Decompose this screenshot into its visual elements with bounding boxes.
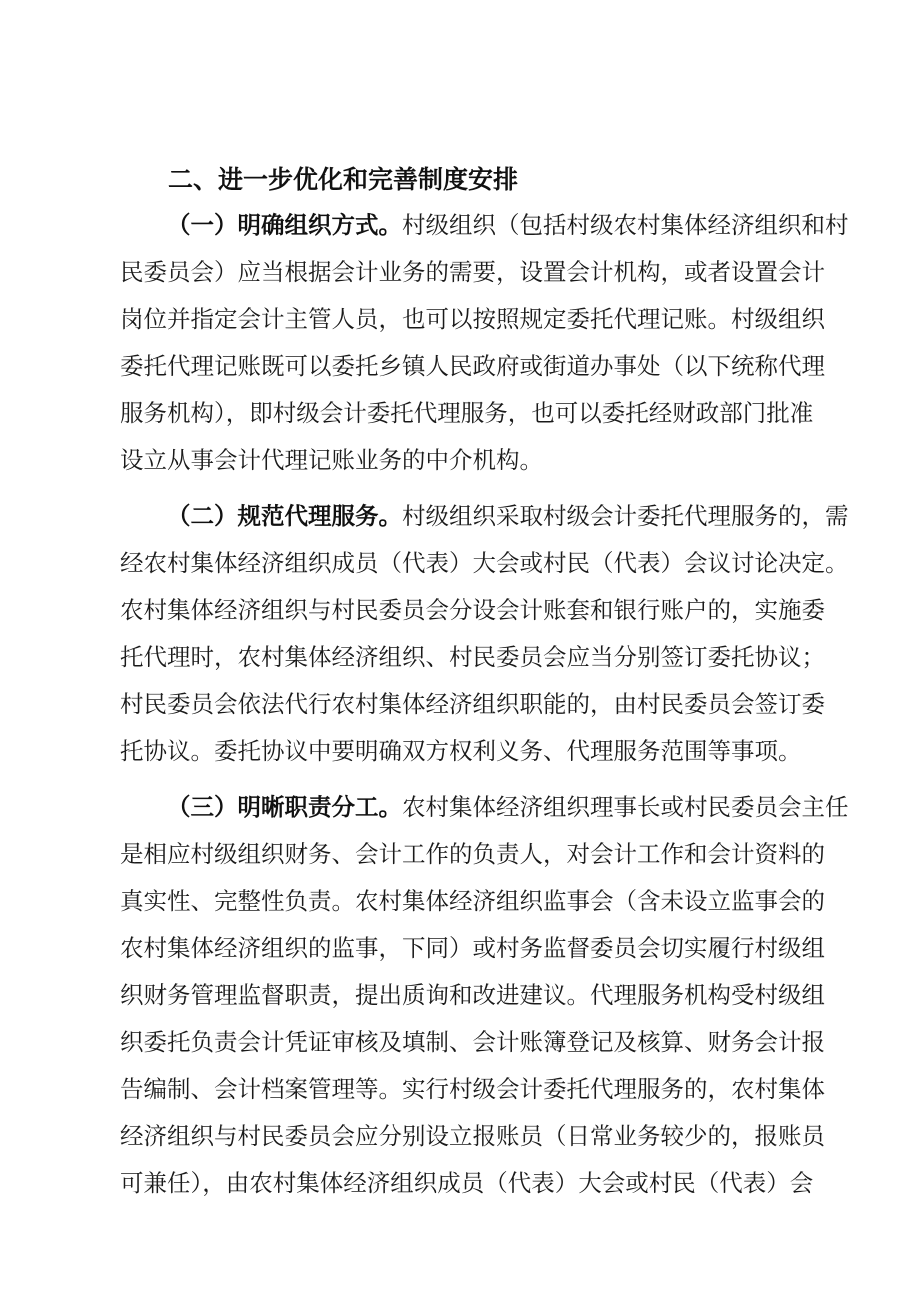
paragraph-lead: （一）明确组织方式。 [167, 211, 402, 239]
paragraph-line: 农村集体经济组织与村民委员会分设会计账套和银行账户的，实施委 [120, 596, 825, 624]
paragraph-line: 农村集体经济组织的监事，下同）或村务监督委员会切实履行村级组 [120, 934, 825, 962]
paragraph-lead: （三）明晰职责分工。 [167, 793, 402, 821]
paragraph-text: 村级组织（包括村级农村集体经济组织和村 [402, 211, 849, 239]
paragraph-line: 是相应村级组织财务、会计工作的负责人，对会计工作和会计资料的 [120, 840, 825, 868]
section-heading: 二、进一步优化和完善制度安排 [168, 165, 519, 194]
paragraph-line: 委托代理记账既可以委托乡镇人民政府或街道办事处（以下统称代理 [120, 352, 825, 380]
paragraph-line [120, 784, 849, 831]
paragraph-line: 村民委员会依法代行农村集体经济组织职能的，由村民委员会签订委 [120, 690, 825, 718]
document-body [120, 202, 849, 1207]
paragraph-line: 设立从事会计代理记账业务的中介机构。 [120, 446, 543, 474]
paragraph-lead: （二）规范代理服务。 [167, 502, 402, 530]
paragraph-line: 可兼任），由农村集体经济组织成员（代表）大会或村民（代表）会 [120, 1169, 814, 1197]
paragraph-spacer [120, 775, 820, 784]
paragraph-text: 村级组织采取村级会计委托代理服务的，需 [402, 502, 849, 530]
paragraph-line: 民委员会）应当根据会计业务的需要，设置会计机构，或者设置会计 [120, 258, 825, 286]
paragraph-line: 织财务管理监督职责，提出质询和改进建议。代理服务机构受村级组 [120, 981, 825, 1009]
paragraph-line: 经济组织与村民委员会应分别设立报账员（日常业务较少的，报账员 [120, 1122, 825, 1150]
paragraph-line [120, 493, 849, 540]
paragraph-line: 织委托负责会计凭证审核及填制、会计账簿登记及核算、财务会计报 [120, 1028, 825, 1056]
paragraph-spacer [120, 484, 820, 493]
paragraph-responsibilities [120, 784, 849, 1207]
paragraph-line: 托协议。委托协议中要明确双方权利义务、代理服务范围等事项。 [120, 737, 802, 765]
paragraph-line: 告编制、会计档案管理等。实行村级会计委托代理服务的，农村集体 [120, 1075, 825, 1103]
paragraph-line: 岗位并指定会计主管人员，也可以按照规定委托代理记账。村级组织 [120, 305, 825, 333]
paragraph-line: 托代理时，农村集体经济组织、村民委员会应当分别签订委托协议； [120, 643, 825, 671]
paragraph-line [120, 202, 849, 249]
paragraph-text: 农村集体经济组织理事长或村民委员会主任 [402, 793, 849, 821]
paragraph-organization-method [120, 202, 849, 484]
paragraph-line: 经农村集体经济组织成员（代表）大会或村民（代表）会议讨论决定。 [120, 549, 849, 577]
paragraph-line: 真实性、完整性负责。农村集体经济组织监事会（含未设立监事会的 [120, 887, 825, 915]
paragraph-line: 服务机构），即村级会计委托代理服务，也可以委托经财政部门批准 [120, 399, 814, 427]
paragraph-agency-service [120, 493, 849, 775]
